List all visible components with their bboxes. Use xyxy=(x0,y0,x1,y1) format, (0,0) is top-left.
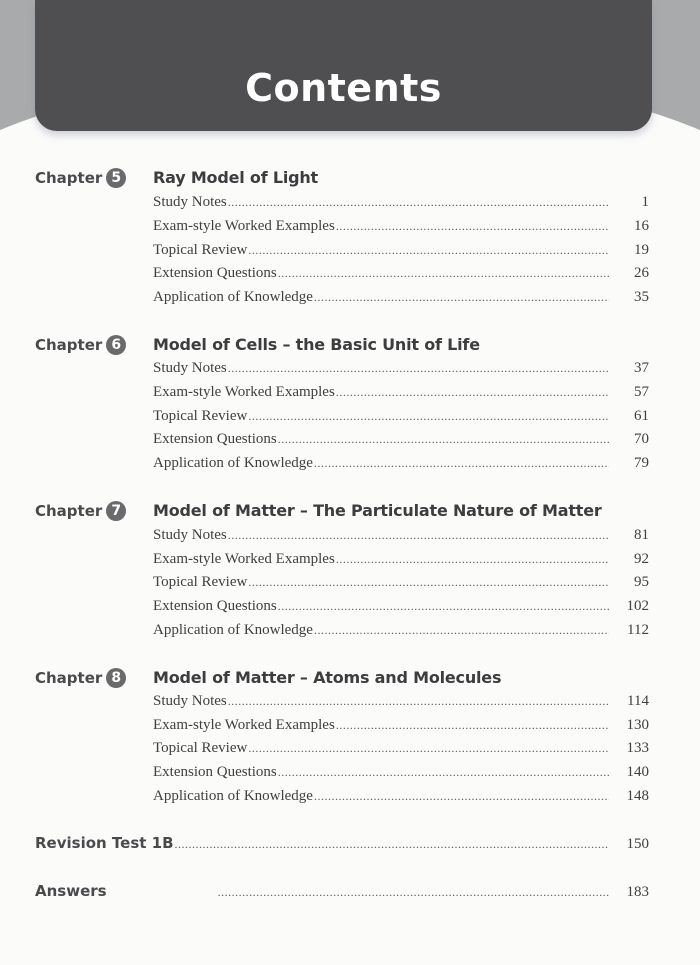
toc-entry-label: Exam-style Worked Examples xyxy=(153,717,335,733)
toc-entry-label: Exam-style Worked Examples xyxy=(153,218,335,234)
dot-leader xyxy=(278,266,609,281)
chapter-label xyxy=(35,668,126,688)
toc-entry-page: 35 xyxy=(634,289,649,305)
toc-entry-page: 95 xyxy=(634,574,649,590)
toc-entry-label: Extension Questions xyxy=(153,431,277,447)
toc-entry-page: 114 xyxy=(627,693,649,709)
toc-entry-page: 19 xyxy=(634,242,649,258)
toc-entry[interactable] xyxy=(153,360,649,380)
toc-entry[interactable] xyxy=(153,194,649,214)
toc-entry-label: Topical Review xyxy=(153,408,248,424)
toc-entry[interactable] xyxy=(153,551,649,571)
dot-leader xyxy=(278,432,609,447)
toc-entry-label: Study Notes xyxy=(153,693,227,709)
chapter-word: Chapter xyxy=(35,502,103,520)
toc-entry-label: Exam-style Worked Examples xyxy=(153,384,335,400)
toc-entry-label: Application of Knowledge xyxy=(153,289,313,305)
toc-entry-page: 148 xyxy=(626,788,649,804)
chapter-label xyxy=(35,335,126,355)
toc-entry-page: 57 xyxy=(634,384,649,400)
toc-entry-page: 150 xyxy=(626,836,649,852)
dot-leader xyxy=(314,623,609,638)
toc-entry-page: 1 xyxy=(641,194,649,210)
toc-entry[interactable] xyxy=(153,717,649,737)
dot-leader xyxy=(278,599,609,614)
toc-entry-label: Study Notes xyxy=(153,360,227,376)
toc-entry-label: Application of Knowledge xyxy=(153,455,313,471)
toc-entry[interactable] xyxy=(153,431,649,451)
chapter-title: Model of Matter – Atoms and Molecules xyxy=(153,668,502,687)
toc-entry-page: 133 xyxy=(626,740,649,756)
dot-leader xyxy=(314,789,609,804)
dot-leader xyxy=(336,552,609,567)
toc-entry-label: Answers xyxy=(35,882,107,900)
chapter-number-badge: 8 xyxy=(106,668,126,688)
toc-entry-label: Application of Knowledge xyxy=(153,788,313,804)
toc-entry-label: Extension Questions xyxy=(153,598,277,614)
dot-leader xyxy=(336,718,609,733)
toc-entry-label: Topical Review xyxy=(153,574,248,590)
toc-entry-page: 183 xyxy=(626,884,649,900)
toc-entry[interactable] xyxy=(153,527,649,547)
toc-entry-page: 140 xyxy=(626,764,649,780)
chapter-number-badge: 5 xyxy=(106,168,126,188)
dot-leader xyxy=(248,741,609,756)
dot-leader xyxy=(278,765,609,780)
toc-entry-label: Revision Test 1B xyxy=(35,834,174,852)
toc-entry-label: Study Notes xyxy=(153,194,227,210)
chapter-title: Ray Model of Light xyxy=(153,168,318,187)
dot-leader xyxy=(228,528,609,543)
dot-leader xyxy=(228,694,609,709)
toc-entry[interactable] xyxy=(153,788,649,808)
dot-leader xyxy=(218,885,609,900)
toc-entry-page: 130 xyxy=(626,717,649,733)
dot-leader xyxy=(314,456,609,471)
toc-entry-label: Extension Questions xyxy=(153,764,277,780)
dot-leader xyxy=(228,361,609,376)
chapter-title: Model of Cells – the Basic Unit of Life xyxy=(153,335,480,354)
dot-leader xyxy=(248,243,609,258)
toc-entry-page: 112 xyxy=(627,622,649,638)
toc-entry-label: Study Notes xyxy=(153,527,227,543)
chapter-title: Model of Matter – The Particulate Nature of Matter xyxy=(153,501,602,520)
toc-entry-page: 37 xyxy=(634,360,649,376)
toc-entry-page: 79 xyxy=(634,455,649,471)
chapter-label xyxy=(35,168,126,188)
toc-entry-page: 16 xyxy=(634,218,649,234)
toc-entry-label: Topical Review xyxy=(153,740,248,756)
toc-entry[interactable] xyxy=(153,455,649,475)
toc-entry[interactable] xyxy=(153,598,649,618)
toc-entry[interactable] xyxy=(153,265,649,285)
toc-entry-page: 61 xyxy=(634,408,649,424)
dot-leader xyxy=(314,290,609,305)
contents-header xyxy=(35,0,652,131)
page-title: Contents xyxy=(245,66,442,110)
toc-entry-label: Application of Knowledge xyxy=(153,622,313,638)
toc-entry[interactable] xyxy=(153,574,649,594)
chapter-word: Chapter xyxy=(35,169,103,187)
toc-entry-page: 81 xyxy=(634,527,649,543)
toc-entry-page: 70 xyxy=(634,431,649,447)
toc-entry[interactable] xyxy=(153,622,649,642)
chapter-label xyxy=(35,501,126,521)
toc-entry-label: Exam-style Worked Examples xyxy=(153,551,335,567)
toc-entry[interactable] xyxy=(153,740,649,760)
dot-leader xyxy=(248,575,609,590)
toc-entry[interactable] xyxy=(153,242,649,262)
dot-leader xyxy=(175,837,609,852)
chapter-number-badge: 7 xyxy=(106,501,126,521)
dot-leader xyxy=(336,385,609,400)
toc-entry[interactable] xyxy=(153,764,649,784)
dot-leader xyxy=(248,409,609,424)
toc-entry[interactable] xyxy=(153,218,649,238)
dot-leader xyxy=(336,219,609,234)
chapter-word: Chapter xyxy=(35,336,103,354)
toc-entry-revision-test[interactable] xyxy=(35,834,649,854)
toc-entry-page: 26 xyxy=(634,265,649,281)
toc-entry-label: Topical Review xyxy=(153,242,248,258)
toc-entry[interactable] xyxy=(153,384,649,404)
dot-leader xyxy=(228,195,609,210)
toc-entry[interactable] xyxy=(153,408,649,428)
toc-entry-page: 102 xyxy=(626,598,649,614)
chapter-word: Chapter xyxy=(35,669,103,687)
toc-entry[interactable] xyxy=(153,693,649,713)
toc-entry-page: 92 xyxy=(634,551,649,567)
toc-entry-label: Extension Questions xyxy=(153,265,277,281)
chapter-number-badge: 6 xyxy=(106,335,126,355)
toc-entry-answers[interactable] xyxy=(35,882,649,902)
toc-entry[interactable] xyxy=(153,289,649,309)
